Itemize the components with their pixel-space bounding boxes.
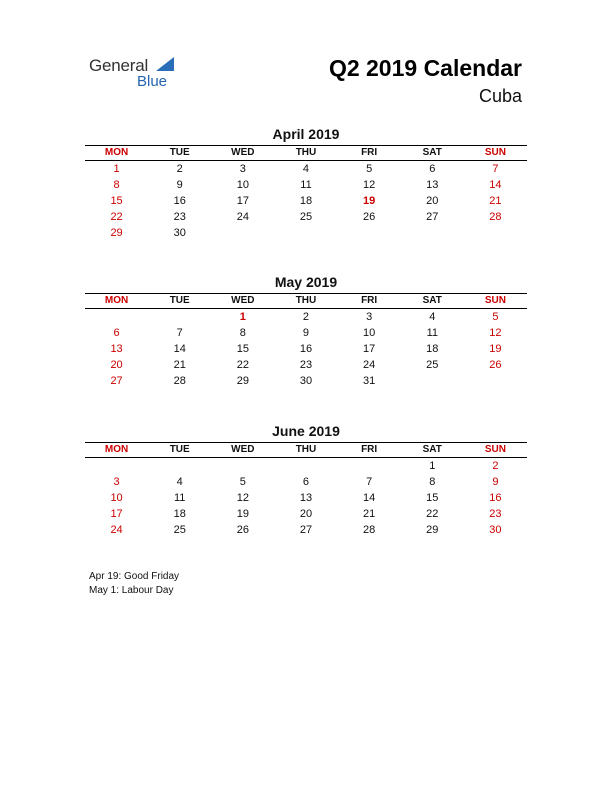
weekday-label: SAT	[422, 147, 442, 158]
day-cell: 13	[426, 179, 439, 191]
day-cell: 15	[426, 492, 439, 504]
day-cell: 29	[236, 375, 249, 387]
weekday-label: WED	[231, 295, 255, 306]
day-cell: 2	[492, 460, 499, 472]
day-cell: 3	[113, 476, 120, 488]
day-cell: 18	[299, 195, 313, 207]
day-cell: 20	[110, 359, 123, 371]
day-cell: 18	[426, 343, 439, 355]
day-cell: 16	[489, 492, 502, 504]
day-cell	[148, 309, 211, 325]
day-cell: 27	[299, 524, 313, 536]
day-cell: 14	[363, 492, 376, 504]
month-title: April 2019	[272, 126, 340, 142]
day-cell: 11	[426, 327, 438, 339]
day-cell: 4	[302, 163, 310, 175]
day-cell: 26	[363, 211, 376, 223]
day-cell	[464, 225, 527, 241]
day-cell: 10	[236, 179, 249, 191]
week-row	[85, 373, 527, 389]
day-cell: 6	[429, 163, 436, 175]
country-name: Cuba	[478, 86, 522, 106]
weekday-label: SUN	[484, 147, 506, 158]
weekday-label: THU	[295, 147, 317, 158]
day-cell: 5	[366, 163, 373, 175]
week-row	[85, 177, 527, 193]
day-cell: 24	[110, 524, 123, 536]
day-cell: 24	[363, 359, 376, 371]
day-cell	[148, 458, 211, 474]
day-cell: 12	[363, 179, 376, 191]
day-cell: 5	[492, 311, 499, 323]
day-cell	[85, 309, 148, 325]
day-cell: 17	[110, 508, 123, 520]
day-cell: 8	[429, 476, 436, 488]
day-cell: 24	[236, 211, 249, 223]
week-row	[85, 506, 527, 522]
day-cell: 3	[366, 311, 373, 323]
day-cell: 2	[302, 311, 310, 323]
weekday-label: TUE	[169, 295, 190, 306]
day-cell	[338, 458, 401, 474]
week-row	[85, 161, 527, 177]
day-cell: 21	[489, 195, 502, 207]
day-cell	[401, 225, 464, 241]
day-cell: 30	[299, 375, 313, 387]
week-row	[85, 325, 527, 341]
day-cell: 23	[299, 359, 313, 371]
day-cell: 15	[236, 343, 249, 355]
day-cell: 22	[110, 211, 123, 223]
day-cell: 12	[236, 492, 249, 504]
weekday-label: WED	[231, 147, 255, 158]
day-cell: 25	[299, 211, 313, 223]
day-cell: 27	[426, 211, 439, 223]
weekday-label: WED	[231, 444, 255, 455]
week-row	[85, 225, 527, 241]
day-cell: 27	[110, 375, 123, 387]
week-row	[85, 357, 527, 373]
week-row	[85, 474, 527, 490]
day-cell: 7	[176, 327, 183, 339]
day-cell: 19	[489, 343, 502, 355]
weekday-label: MON	[104, 295, 129, 306]
day-cell: 26	[489, 359, 502, 371]
holiday-note: Apr 19: Good Friday	[89, 571, 180, 582]
day-cell: 8	[113, 179, 120, 191]
month-title: June 2019	[272, 423, 340, 439]
weekday-label: MON	[104, 147, 129, 158]
day-cell: 11	[174, 492, 186, 504]
week-row	[85, 309, 527, 325]
day-cell: 23	[173, 211, 186, 223]
weekday-header-row	[85, 443, 527, 457]
day-cell	[338, 225, 401, 241]
day-cell: 10	[110, 492, 123, 504]
day-cell	[211, 458, 274, 474]
weekday-label: MON	[104, 444, 129, 455]
day-cell: 19	[363, 195, 376, 207]
day-cell: 28	[173, 375, 186, 387]
day-cell: 4	[176, 476, 183, 488]
weekday-label: THU	[295, 295, 317, 306]
week-row	[85, 458, 527, 474]
day-cell	[464, 373, 527, 389]
day-cell: 6	[302, 476, 310, 488]
day-cell: 16	[299, 343, 313, 355]
day-cell: 26	[236, 524, 249, 536]
holiday-notes	[89, 570, 179, 598]
day-cell: 17	[363, 343, 376, 355]
week-row	[85, 490, 527, 506]
weekday-header-row	[85, 146, 527, 160]
weekday-header-row	[85, 294, 527, 308]
day-cell: 10	[363, 327, 376, 339]
day-cell: 1	[239, 311, 246, 323]
day-cell: 30	[173, 227, 186, 239]
day-cell: 21	[173, 359, 186, 371]
logo-blue-text: Blue	[137, 73, 168, 90]
week-row	[85, 193, 527, 209]
weekday-label: TUE	[169, 444, 190, 455]
day-cell: 17	[236, 195, 249, 207]
month-april	[85, 125, 527, 241]
day-cell	[274, 225, 337, 241]
page-title: Q2 2019 Calendar	[328, 55, 522, 81]
day-cell: 20	[299, 508, 313, 520]
day-cell	[401, 373, 464, 389]
week-row	[85, 522, 527, 538]
day-cell: 21	[363, 508, 376, 520]
day-cell: 29	[110, 227, 123, 239]
month-may	[85, 273, 527, 389]
weekday-label: SAT	[422, 444, 442, 455]
day-cell: 25	[426, 359, 439, 371]
weekday-label: FRI	[361, 295, 378, 306]
day-cell: 18	[173, 508, 186, 520]
day-cell: 1	[113, 163, 120, 175]
day-cell: 5	[239, 476, 246, 488]
day-cell: 16	[173, 195, 186, 207]
day-cell	[274, 458, 337, 474]
day-cell: 12	[489, 327, 502, 339]
weekday-label: FRI	[361, 444, 378, 455]
generalblue-logo	[89, 56, 199, 92]
day-cell: 9	[302, 327, 310, 339]
month-june	[85, 422, 527, 538]
logo-general-text: General	[89, 56, 149, 75]
holiday-note: May 1: Labour Day	[89, 585, 174, 596]
weekday-label: SUN	[484, 444, 506, 455]
day-cell: 14	[489, 179, 502, 191]
day-cell: 23	[489, 508, 502, 520]
day-cell: 1	[429, 460, 436, 472]
day-cell	[211, 225, 274, 241]
day-cell	[85, 458, 148, 474]
weekday-label: FRI	[361, 147, 378, 158]
day-cell: 13	[110, 343, 123, 355]
week-row	[85, 341, 527, 357]
day-cell: 22	[236, 359, 249, 371]
day-cell: 29	[426, 524, 439, 536]
day-cell: 9	[492, 476, 499, 488]
weekday-label: THU	[295, 444, 317, 455]
day-cell: 13	[299, 492, 313, 504]
weekday-label: SUN	[484, 295, 506, 306]
day-cell: 31	[363, 375, 376, 387]
day-cell: 11	[300, 179, 312, 191]
week-row	[85, 209, 527, 225]
day-cell: 9	[176, 179, 183, 191]
day-cell: 20	[426, 195, 439, 207]
day-cell: 15	[110, 195, 123, 207]
day-cell: 28	[363, 524, 376, 536]
day-cell: 3	[239, 163, 246, 175]
day-cell: 30	[489, 524, 502, 536]
weekday-label: TUE	[169, 147, 190, 158]
day-cell: 25	[173, 524, 186, 536]
day-cell: 28	[489, 211, 502, 223]
day-cell: 2	[176, 163, 183, 175]
logo-flag-icon	[156, 57, 174, 71]
day-cell: 8	[239, 327, 246, 339]
day-cell: 22	[426, 508, 439, 520]
weekday-label: SAT	[422, 295, 442, 306]
day-cell: 7	[366, 476, 373, 488]
day-cell: 7	[492, 163, 499, 175]
day-cell: 14	[173, 343, 186, 355]
day-cell: 6	[113, 327, 120, 339]
day-cell: 4	[429, 311, 436, 323]
month-title: May 2019	[274, 274, 338, 290]
day-cell: 19	[236, 508, 249, 520]
